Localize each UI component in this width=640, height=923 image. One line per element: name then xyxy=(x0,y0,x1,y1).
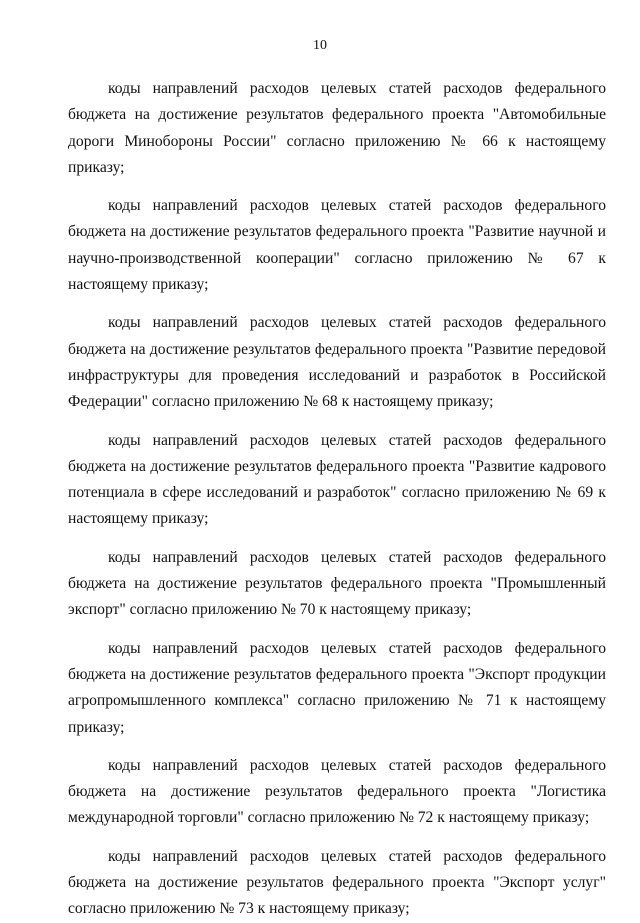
paragraph-appendix-66: коды направлений расходов целевых статей расходов федерального бюджета на достижение результатов федерального проекта "Автомобильные дороги Минобороны России" согласно приложению № 66 к настоящему приказу; xyxy=(68,80,606,176)
page-number: 10 xyxy=(313,38,327,53)
document-body xyxy=(68,76,606,923)
paragraph-appendix-72: коды направлений расходов целевых статей расходов федерального бюджета на достижение результатов федерального проекта "Логистика международной торговли" согласно приложению № 72 к настоящему приказу; xyxy=(68,756,606,827)
paragraph-appendix-69: коды направлений расходов целевых статей расходов федерального бюджета на достижение результатов федерального проекта "Развитие кадрового потенциала в сфере исследований и разработок" согласно приложению № 69 к настоящему приказу; xyxy=(68,431,606,528)
paragraph-appendix-67: коды направлений расходов целевых статей расходов федерального бюджета на достижение результатов федерального проекта "Развитие научной и научно-производственной кооперации" согласно приложению № 67 к настоящему приказу; xyxy=(68,197,606,294)
paragraph-appendix-68: коды направлений расходов целевых статей расходов федерального бюджета на достижение результатов федерального проекта "Развитие передовой инфраструктуры для проведения исследований и разработок в Российской Федерации" согласно приложению № 68 к настоящему приказу; xyxy=(68,314,606,411)
paragraph-appendix-71: коды направлений расходов целевых статей расходов федерального бюджета на достижение результатов федерального проекта "Экспорт продукции агропромышленного комплекса" согласно приложению № 71 к настоящему приказу; xyxy=(68,639,606,736)
paragraph-appendix-73: коды направлений расходов целевых статей расходов федерального бюджета на достижение результатов федерального проекта "Экспорт услуг" согласно приложению № 73 к настоящему приказу; xyxy=(68,847,606,918)
paragraph-appendix-70: коды направлений расходов целевых статей расходов федерального бюджета на достижение результатов федерального проекта "Промышленный экспорт" согласно приложению № 70 к настоящему приказу; xyxy=(68,548,606,619)
